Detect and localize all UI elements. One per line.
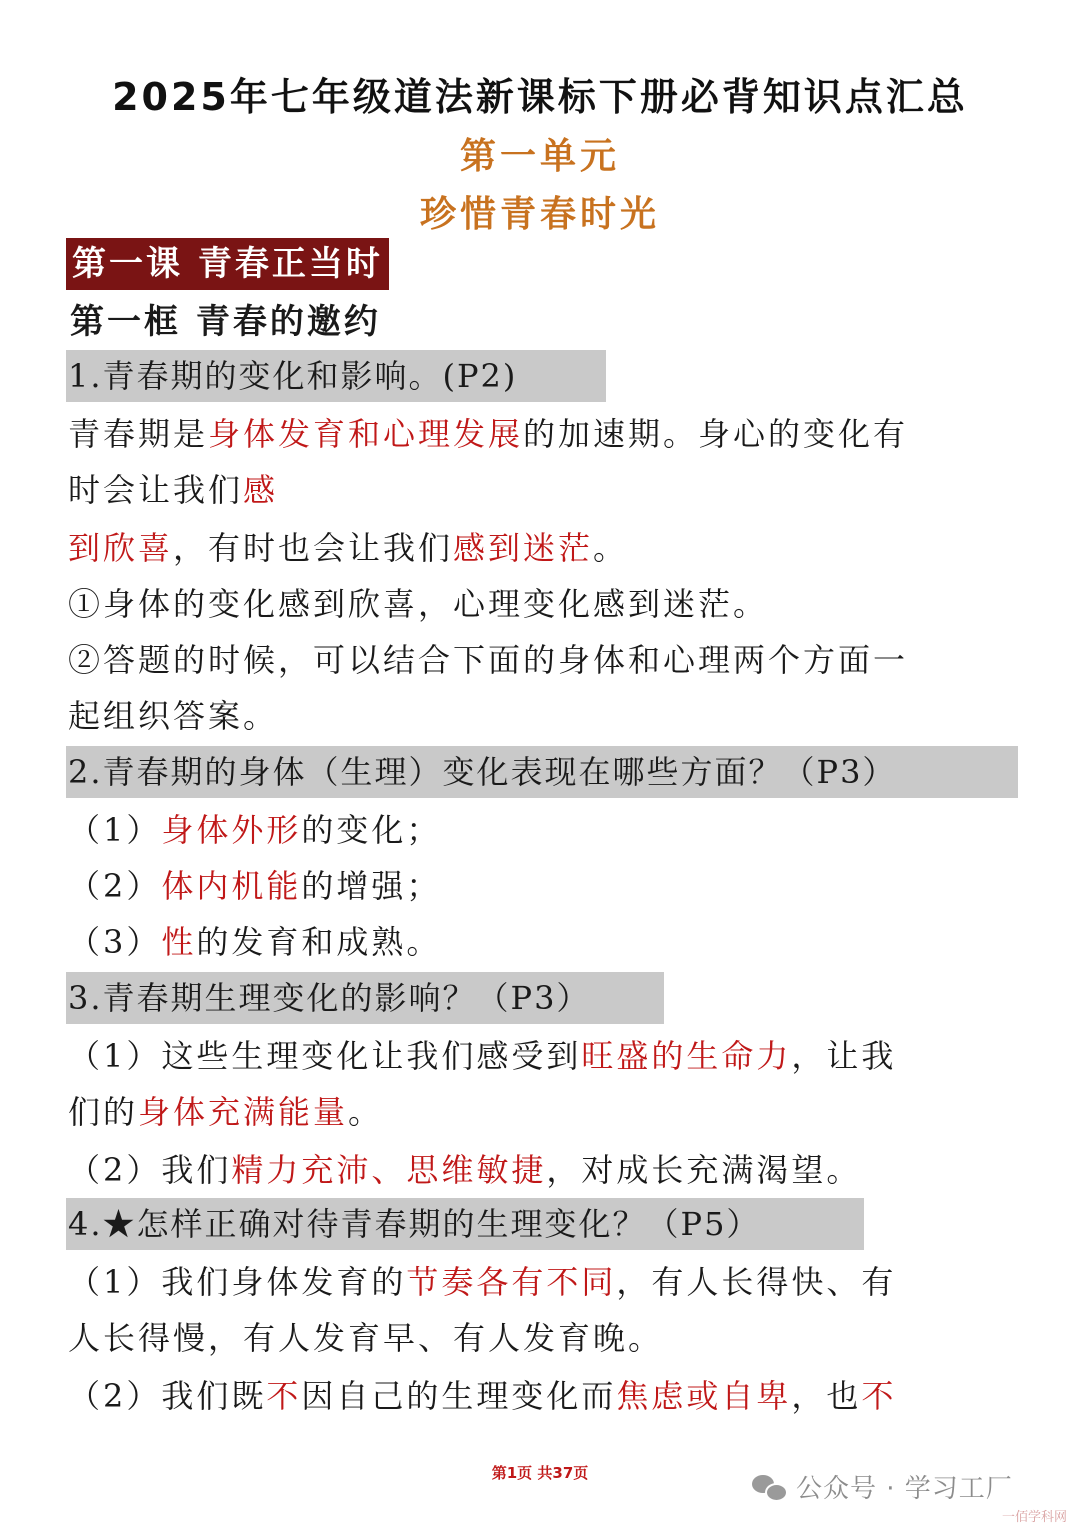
q2-item-1: （1）身体外形的变化； [68, 811, 442, 849]
q2-item-3: （3）性的发育和成熟。 [68, 923, 442, 961]
q4-item-1-cont: 人长得慢，有人发育早、有人发育晚。 [68, 1319, 664, 1357]
lesson-heading: 第一课 青春正当时 [66, 238, 389, 290]
q1-line-3: 到欣喜，有时也会让我们感到迷茫。 [68, 529, 629, 567]
question-2-heading: 2.青春期的身体（生理）变化表现在哪些方面？（P3） [66, 746, 1018, 798]
document-title: 2025年七年级道法新课标下册必背知识点汇总 [112, 75, 968, 119]
question-1-heading: 1.青春期的变化和影响。(P2) [66, 350, 606, 402]
q1-note-1: ①身体的变化感到欣喜，心理变化感到迷茫。 [68, 585, 769, 623]
question-3-heading: 3.青春期生理变化的影响？（P3） [66, 972, 664, 1024]
q1-note-2: ②答题的时候，可以结合下面的身体和心理两个方面一 [68, 641, 909, 679]
q1-line-2: 时会让我们感 [68, 471, 279, 509]
question-4-heading: 4.★怎样正确对待青春期的生理变化？（P5） [66, 1198, 864, 1250]
page-number: 第1页 共37页 [491, 1464, 589, 1482]
frame-heading: 第一框 青春的邀约 [70, 302, 381, 342]
q4-item-1: （1）我们身体发育的节奏各有不同，有人长得快、有 [68, 1263, 897, 1301]
watermark [752, 1468, 1013, 1505]
wechat-icon [752, 1473, 786, 1501]
corner-watermark: 一佰学科网 [1002, 1510, 1068, 1525]
watermark-text: 公众号 · 学习工厂 [796, 1474, 1013, 1504]
q3-item-1: （1）这些生理变化让我们感受到旺盛的生命力，让我 [68, 1037, 897, 1075]
q2-item-2: （2）体内机能的增强； [68, 867, 442, 905]
q4-item-2: （2）我们既不因自己的生理变化而焦虑或自卑，也不 [68, 1377, 897, 1415]
q3-item-1-cont: 们的身体充满能量。 [68, 1093, 384, 1131]
unit-name: 珍惜青春时光 [419, 193, 660, 235]
q1-line-1: 青春期是身体发育和心理发展的加速期。身心的变化有 [68, 415, 909, 453]
q1-note-2-cont: 起组织答案。 [68, 697, 279, 735]
q3-item-2: （2）我们精力充沛、思维敏捷，对成长充满渴望。 [68, 1151, 862, 1189]
unit-label: 第一单元 [459, 135, 620, 177]
